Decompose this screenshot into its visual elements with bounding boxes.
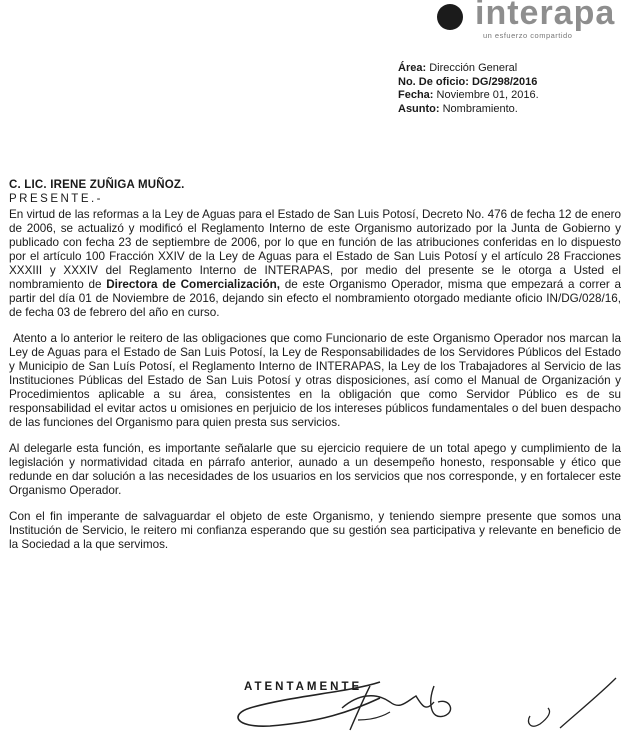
letter-body — [9, 208, 621, 564]
paragraph-4: Con el fin imperante de salvaguardar el objeto de este Organismo, y teniendo siempre presente que somos una Institución de Servicio, le reitero mi confianza esperando que su gestión sea participativa y relevante en beneficio de la Sociedad a la que servimos. — [9, 510, 621, 551]
paragraph-1-text-b: de este Organismo Operador, misma que empezará a correr a partir del día 01 de Noviembre de 2016, dejando sin efecto el nombramiento otorgado mediante oficio IN/DG/028/16, de fecha 03 de febrero del año en curso. — [9, 278, 622, 319]
meta-area-label: Área: — [398, 62, 427, 74]
paragraph-3: Al delegarle esta función, es importante señalarle que su ejercicio requiere de un total apego y cumplimiento de la legislación y normatividad citada en párrafo anterior, aunado a un desempeño honesto, responsable y ético que redunde en dar solución a las necesidades de los usuarios en los servicios que nos corresponde, y en fortalecer este Organismo Operador. — [9, 442, 621, 497]
addressee-name: C. LIC. IRENE ZUÑIGA MUÑOZ. — [9, 179, 185, 191]
meta-fecha-value: Noviembre 01, 2016. — [436, 89, 539, 101]
meta-oficio-label: No. De oficio: — [398, 75, 469, 88]
paragraph-1-text-a: En virtud de las reformas a la Ley de Aguas para el Estado de San Luis Potosí, Decreto No. 476 de fecha 12 de enero de 2006, se actualizó y modificó el Reglamento Interno de este Organismo autorizado por la Junta de Gobierno y publicado con fecha 23 de septiembre de 2006, por lo que en función de las atribuciones conferidas en lo dispuesto por el artículo 100 Fracción XXIV de la Ley de Aguas para el Estado de San Luis Potosí y el artículo 28 Fracciones XXXIII y XXXIV del Reglamento Interno de INTERAPAS, por medio del presente se le otorga a Usted el nombramiento de — [9, 208, 621, 291]
presente-label: PRESENTE.- — [9, 193, 104, 205]
document-meta — [398, 62, 539, 116]
meta-oficio — [398, 76, 539, 90]
meta-fecha — [398, 89, 539, 103]
meta-asunto-value: Nombramiento. — [442, 102, 518, 115]
logo-circle-icon — [437, 4, 463, 30]
meta-asunto-label: Asunto: — [398, 102, 440, 115]
closing-atentamente: ATENTAMENTE — [244, 681, 363, 693]
addressee — [9, 178, 185, 206]
appointment-title: Directora de Comercialización, — [106, 278, 280, 291]
paragraph-2: Atento a lo anterior le reitero de las obligaciones que como Funcionario de este Organismo Operador nos marcan la Ley de Aguas para el Estado de San Luis Potosí, la Ley de Responsabilidades de los Servidores Públicos del Estado y Municipio de San Luís Potosí, el Reglamento Interno de INTERAPAS, la Ley de los Trabajadores al Servicio de las Instituciones Públicas del Estado de San Luis Potosí y otras disposiciones, así como el Manual de Organización y Procedimientos aplicable a su área, consistentes en la obligación que como Servidor Público es de su responsabilidad el evitar actos u omisiones en perjuicio de los intereses públicos fundamentales o del buen despacho de las funciones del Organismo para quien presta sus servicios. — [9, 332, 621, 429]
meta-fecha-label: Fecha: — [398, 89, 434, 101]
meta-area — [398, 62, 539, 76]
handwritten-signature — [230, 672, 628, 733]
meta-area-value: Dirección General — [429, 62, 518, 74]
logo-word: interapa — [475, 0, 616, 32]
interapas-logo — [433, 0, 628, 44]
logo-tagline: un esfuerzo compartido — [483, 31, 573, 40]
meta-oficio-value: DG/298/2016 — [471, 75, 538, 88]
paragraph-1 — [9, 208, 621, 320]
meta-asunto — [398, 103, 539, 117]
